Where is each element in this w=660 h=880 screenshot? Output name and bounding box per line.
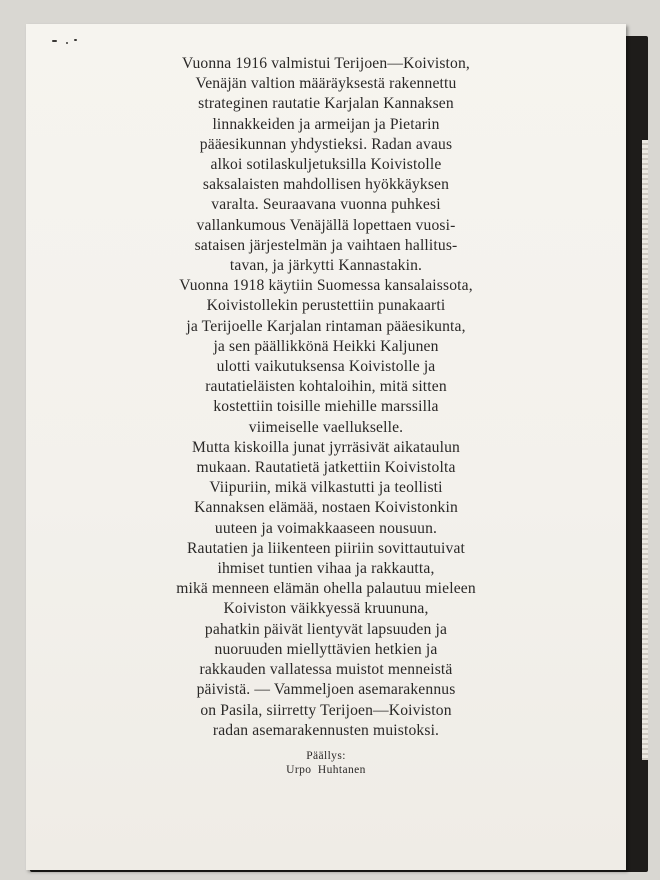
blurb-line: alkoi sotilaskuljetuksilla Koivistolle <box>210 156 442 174</box>
blurb-line: varalta. Seuraavana vuonna puhkesi <box>211 196 441 214</box>
blurb-line: on Pasila, siirretty Terijoen—Koiviston <box>200 701 452 719</box>
back-cover <box>26 24 626 870</box>
blurb-line: Koivistollekin perustettiin punakaarti <box>206 297 446 315</box>
blurb-line: rautatieläisten kohtaloihin, mitä sitten <box>205 378 447 396</box>
blurb-line: ulotti vaikutuksensa Koivistolle ja <box>216 358 436 376</box>
blurb-line: ja Terijoelle Karjalan rintaman pääesikunta, <box>186 317 466 335</box>
book-page-stack <box>642 140 648 760</box>
blurb-line: linnakkeiden ja armeijan ja Pietarin <box>212 115 440 133</box>
print-speck <box>52 40 57 42</box>
blurb-line: nuoruuden miellyttävien hetkien ja <box>214 640 438 658</box>
blurb-line: ihmiset tuntien vihaa ja rakkautta, <box>217 560 435 578</box>
blurb-line: Kannaksen elämää, nostaen Koivistonkin <box>194 499 458 517</box>
blurb-line: Vuonna 1916 valmistui Terijoen—Koiviston, <box>182 55 470 72</box>
blurb-line: mikä menneen elämän ohella palautuu mieleen <box>176 580 476 598</box>
blurb-line: Koiviston väikkyessä kruununa, <box>223 600 429 618</box>
blurb-line: Mutta kiskoilla junat jyrräsivät aikataulun <box>191 438 461 456</box>
cover-credits <box>26 749 626 777</box>
blurb-line: pahatkin päivät lientyvät lapsuuden ja <box>204 620 448 638</box>
blurb-line: strateginen rautatie Karjalan Kannaksen <box>198 95 454 113</box>
blurb-line: Venäjän valtion määräyksestä rakennettu <box>195 75 457 93</box>
blurb-line: Vuonna 1918 käytiin Suomessa kansalaissota, <box>179 277 473 295</box>
blurb-line: tavan, ja järkytti Kannastakin. <box>229 257 423 275</box>
blurb-line: viimeiselle vaellukselle. <box>248 418 404 436</box>
blurb-line: mukaan. Rautatietä jatkettiin Koivistolta <box>196 459 456 477</box>
blurb-line: kostettiin toisille miehille marssilla <box>213 398 439 416</box>
blurb-line: rakkauden vallatessa muistot menneistä <box>199 661 453 679</box>
credits-label: Päällys: <box>306 750 346 762</box>
blurb-line: sataisen järjestelmän ja vaihtaen hallitus- <box>194 236 458 254</box>
print-speck <box>74 39 77 41</box>
blurb-line: Rautatien ja liikenteen piiriin sovittautuivat <box>187 539 465 557</box>
blurb-line: Viipuriin, mikä vilkastutti ja teollisti <box>209 479 443 497</box>
print-speck <box>66 42 68 44</box>
blurb-line: pääesikunnan yhdystieksi. Radan avaus <box>199 135 453 153</box>
blurb-line: uuteen ja voimakkaaseen nousuun. <box>214 519 438 537</box>
blurb-line: vallankumous Venäjällä lopettaen vuosi- <box>196 216 456 234</box>
blurb-text <box>26 54 626 741</box>
blurb-line: radan asemarakennusten muistoksi. <box>212 721 440 739</box>
blurb-line: ja sen päällikkönä Heikki Kaljunen <box>213 337 439 355</box>
blurb-line: päivistä. — Vammeljoen asemarakennus <box>196 681 456 699</box>
credits-name: Urpo Huhtanen <box>286 764 366 776</box>
blurb-line: saksalaisten mahdollisen hyökkäyksen <box>202 176 450 194</box>
